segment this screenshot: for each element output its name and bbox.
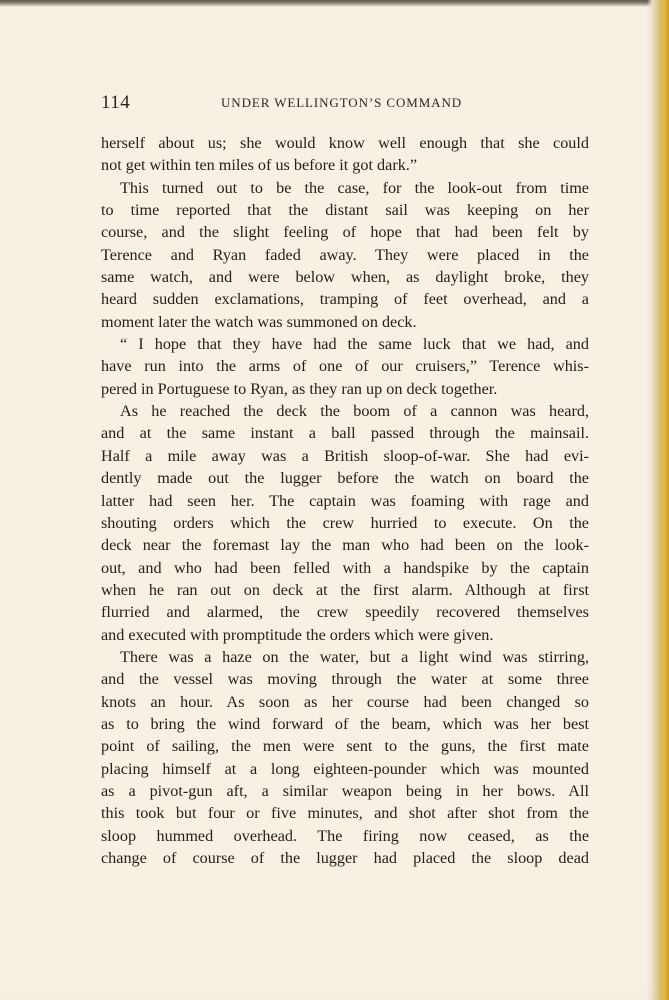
- page-bottom-fade: [0, 984, 669, 1000]
- text-line: shouting orders which the crew hurried to execute. On the: [101, 513, 589, 532]
- running-head-title: UNDER WELLINGTON’S COMMAND: [221, 95, 463, 110]
- text-line: have run into the arms of one of our cruisers,” Terence whis-: [101, 357, 589, 376]
- text-line: This turned out to be the case, for the look-out from time: [120, 178, 589, 197]
- text-line: flurried and alarmed, the crew speedily recovered themselves: [101, 603, 589, 622]
- text-line: same watch, and were below when, as daylight broke, they: [101, 268, 589, 287]
- page-right-edge: [647, 0, 669, 1000]
- text-line: pered in Portuguese to Ryan, as they ran up on deck together.: [101, 379, 498, 398]
- text-line: Half a mile away was a British sloop-of-war. She had evi-: [101, 446, 589, 465]
- text-line: this took but four or five minutes, and shot after shot from the: [101, 804, 589, 823]
- body-text: [101, 132, 589, 869]
- text-line: “ I hope that they have had the same luck that we had, and: [120, 335, 589, 354]
- text-line: out, and who had been felled with a handspike by the captain: [101, 558, 589, 577]
- text-line: deck near the foremast lay the man who had been on the look-: [101, 536, 589, 555]
- text-line: There was a haze on the water, but a light wind was stirring,: [120, 647, 589, 666]
- text-line: and at the same instant a ball passed through the mainsail.: [101, 424, 589, 443]
- text-line: dently made out the lugger before the watch on board the: [101, 469, 589, 488]
- text-line: knots an hour. As soon as her course had been changed so: [101, 692, 589, 711]
- text-line: as a pivot-gun aft, a similar weapon being in her bows. All: [101, 781, 589, 800]
- running-head: [101, 92, 589, 114]
- text-line: latter had seen her. The captain was foaming with rage and: [101, 491, 589, 510]
- text-line: point of sailing, the men were sent to the guns, the first mate: [101, 737, 589, 756]
- text-line: herself about us; she would know well enough that she could: [101, 134, 589, 152]
- text-line: moment later the watch was summoned on deck.: [101, 312, 417, 331]
- text-line: placing himself at a long eighteen-pounder which was mounted: [101, 759, 589, 778]
- text-line: heard sudden exclamations, tramping of feet overhead, and a: [101, 290, 589, 309]
- text-line: course, and the slight feeling of hope that had been felt by: [101, 223, 589, 242]
- page-top-shadow: [0, 0, 669, 7]
- text-line: as to bring the wind forward of the beam, which was her best: [101, 714, 589, 733]
- text-line: and executed with promptitude the orders which were given.: [101, 625, 494, 644]
- text-line: As he reached the deck the boom of a cannon was heard,: [120, 402, 589, 421]
- text-line: when he ran out on deck at the first alarm. Although at first: [101, 580, 589, 599]
- page-number: 114: [101, 92, 131, 113]
- text-line: and the vessel was moving through the water at some three: [101, 670, 589, 689]
- text-line: not get within ten miles of us before it got dark.”: [101, 156, 418, 175]
- text-line: sloop hummed overhead. The firing now ceased, as the: [101, 826, 589, 845]
- text-line: Terence and Ryan faded away. They were placed in the: [101, 245, 589, 264]
- text-line: change of course of the lugger had placed the sloop dead: [101, 849, 589, 867]
- text-line: to time reported that the distant sail was keeping on her: [101, 201, 589, 220]
